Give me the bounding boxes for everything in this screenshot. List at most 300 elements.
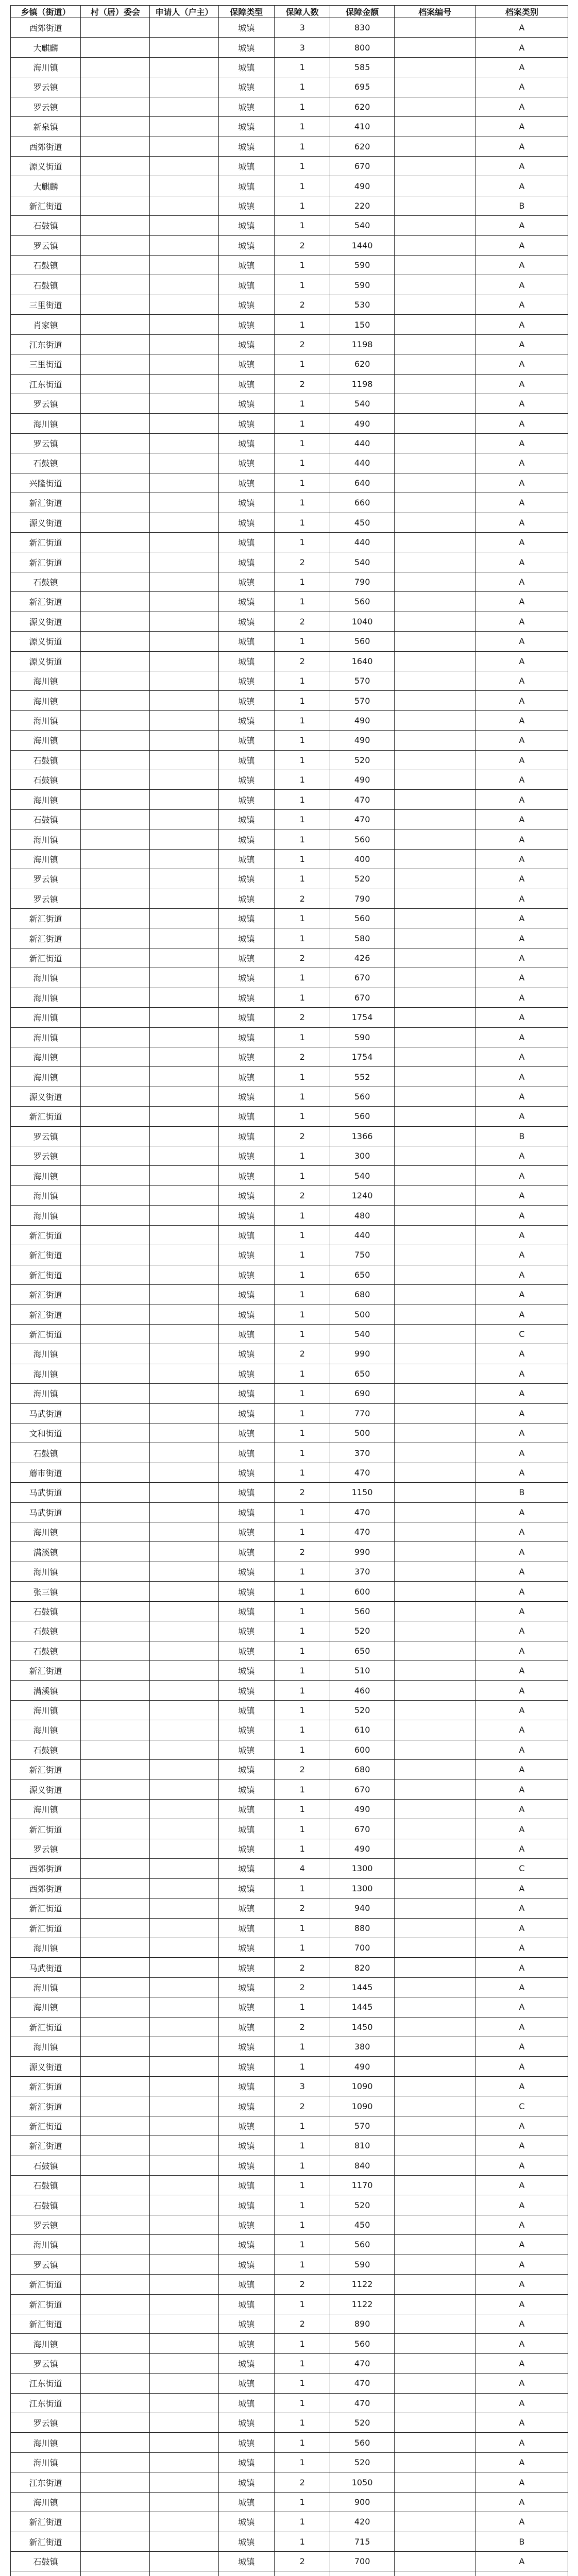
cell-col-village [81, 2393, 150, 2413]
cell-col-persons: 2 [274, 2275, 330, 2294]
cell-col-persons: 1 [274, 1225, 330, 1245]
cell-col-town: 海川镇 [11, 1799, 81, 1819]
cell-col-category: A [475, 1997, 568, 2017]
cell-col-file-no [394, 216, 475, 235]
cell-col-category: A [475, 1977, 568, 1997]
cell-col-category: A [475, 1285, 568, 1304]
table-row [11, 2096, 568, 2116]
cell-col-file-no [394, 1067, 475, 1087]
cell-col-type: 城镇 [218, 1502, 274, 1522]
cell-col-category: A [475, 1008, 568, 1027]
cell-col-category: A [475, 1601, 568, 1621]
cell-col-persons: 3 [274, 2076, 330, 2096]
cell-col-type: 城镇 [218, 2096, 274, 2116]
table-row [11, 1027, 568, 1047]
cell-col-amount: 600 [330, 1582, 395, 1601]
cell-col-category: A [475, 988, 568, 1007]
cell-col-amount: 1445 [330, 1997, 395, 2017]
cell-col-village [81, 1364, 150, 1383]
cell-col-file-no [394, 1760, 475, 1780]
table-row [11, 2452, 568, 2472]
cell-col-persons: 1 [274, 77, 330, 97]
cell-col-category: A [475, 433, 568, 453]
cell-col-village [81, 1166, 150, 1185]
cell-col-file-no [394, 2472, 475, 2492]
cell-col-town: 新汇街道 [11, 2017, 81, 2037]
cell-col-applicant [150, 1780, 218, 1799]
cell-col-category: A [475, 1700, 568, 1720]
table-row [11, 235, 568, 255]
cell-col-applicant [150, 731, 218, 750]
cell-col-village [81, 2235, 150, 2255]
cell-col-type: 城镇 [218, 2452, 274, 2472]
cell-col-amount: 440 [330, 1225, 395, 1245]
cell-col-amount: 1122 [330, 2275, 395, 2294]
table-row [11, 2037, 568, 2057]
cell-col-persons: 1 [274, 513, 330, 532]
cell-col-category: A [475, 632, 568, 651]
cell-col-file-no [394, 256, 475, 275]
cell-col-category: A [475, 1206, 568, 1225]
cell-col-village [81, 1641, 150, 1660]
cell-col-village [81, 968, 150, 988]
cell-col-category: A [475, 1423, 568, 1443]
cell-col-type: 城镇 [218, 1067, 274, 1087]
cell-col-file-no [394, 632, 475, 651]
cell-col-amount: 1366 [330, 1126, 395, 1146]
cell-col-town: 罗云镇 [11, 869, 81, 889]
cell-col-type: 城镇 [218, 1582, 274, 1601]
cell-col-village [81, 2136, 150, 2156]
cell-col-category [475, 2571, 568, 2576]
cell-col-file-no [394, 651, 475, 671]
cell-col-amount: 590 [330, 1027, 395, 1047]
cell-col-type: 城镇 [218, 1107, 274, 1126]
cell-col-applicant [150, 2413, 218, 2433]
cell-col-town: 海川镇 [11, 849, 81, 869]
table-row [11, 2136, 568, 2156]
cell-col-village [81, 829, 150, 849]
cell-col-amount: 560 [330, 829, 395, 849]
cell-col-amount: 520 [330, 2413, 395, 2433]
cell-col-type: 城镇 [218, 1423, 274, 1443]
cell-col-type: 城镇 [218, 2017, 274, 2037]
cell-col-village [81, 1146, 150, 1166]
cell-col-persons: 1 [274, 1522, 330, 1542]
cell-col-village [81, 2156, 150, 2175]
cell-col-category: A [475, 2215, 568, 2234]
cell-col-village [81, 176, 150, 196]
cell-col-category: A [475, 1661, 568, 1681]
cell-col-persons: 2 [274, 1344, 330, 1364]
cell-col-amount: 650 [330, 1265, 395, 1284]
cell-col-amount: 490 [330, 1799, 395, 1819]
cell-col-applicant [150, 2314, 218, 2333]
cell-col-type: 城镇 [218, 1958, 274, 1977]
cell-col-town: 新汇街道 [11, 2116, 81, 2136]
cell-col-persons: 1 [274, 2353, 330, 2373]
table-row [11, 1126, 568, 1146]
cell-col-category: A [475, 2235, 568, 2255]
cell-col-persons: 1 [274, 2175, 330, 2195]
cell-col-persons: 2 [274, 1899, 330, 1918]
cell-col-persons: 1 [274, 849, 330, 869]
cell-col-village [81, 295, 150, 314]
table-row [11, 2334, 568, 2353]
cell-col-amount: 570 [330, 2116, 395, 2136]
cell-col-file-no [394, 869, 475, 889]
cell-col-applicant [150, 532, 218, 552]
cell-col-applicant [150, 473, 218, 493]
cell-col-town: 新汇街道 [11, 1107, 81, 1126]
cell-col-village [81, 2195, 150, 2215]
table-row [11, 1681, 568, 1700]
cell-col-type: 城镇 [218, 968, 274, 988]
cell-col-village [81, 889, 150, 908]
cell-col-type: 城镇 [218, 433, 274, 453]
cell-col-village [81, 2552, 150, 2571]
cell-col-persons: 2 [274, 1760, 330, 1780]
table-row [11, 38, 568, 57]
cell-col-applicant [150, 988, 218, 1007]
cell-col-village [81, 671, 150, 690]
table-row [11, 2512, 568, 2532]
cell-col-file-no [394, 1977, 475, 1997]
cell-col-town: 海川镇 [11, 1185, 81, 1205]
cell-col-amount: 490 [330, 731, 395, 750]
cell-col-category: A [475, 1384, 568, 1403]
table-row [11, 552, 568, 572]
cell-col-persons: 1 [274, 2235, 330, 2255]
cell-col-file-no [394, 117, 475, 137]
cell-col-applicant [150, 2472, 218, 2492]
cell-col-applicant [150, 433, 218, 453]
table-row [11, 1918, 568, 1938]
cell-col-persons: 1 [274, 1700, 330, 1720]
cell-col-persons: 1 [274, 1601, 330, 1621]
cell-col-applicant [150, 1483, 218, 1502]
cell-col-village [81, 1403, 150, 1423]
cell-col-village [81, 1443, 150, 1463]
cell-col-town: 江东街道 [11, 2393, 81, 2413]
table-row [11, 2175, 568, 2195]
cell-col-type: 城镇 [218, 374, 274, 394]
cell-col-village [81, 433, 150, 453]
cell-col-amount: 1754 [330, 1008, 395, 1027]
cell-col-village [81, 374, 150, 394]
cell-col-applicant [150, 612, 218, 631]
cell-col-type: 城镇 [218, 1443, 274, 1463]
cell-col-persons: 1 [274, 1166, 330, 1185]
cell-col-amount: 520 [330, 1621, 395, 1641]
cell-col-category: A [475, 2393, 568, 2413]
cell-col-file-no [394, 1799, 475, 1819]
cell-col-applicant [150, 1008, 218, 1027]
table-row [11, 256, 568, 275]
cell-col-persons: 1 [274, 1285, 330, 1304]
cell-col-amount: 1440 [330, 235, 395, 255]
cell-col-type: 城镇 [218, 2215, 274, 2234]
cell-col-persons: 1 [274, 592, 330, 612]
cell-col-applicant [150, 790, 218, 809]
cell-col-file-no [394, 612, 475, 631]
cell-col-town: 新汇街道 [11, 1661, 81, 1681]
cell-col-type: 城镇 [218, 453, 274, 473]
benefit-roster-sheet [10, 5, 568, 2576]
cell-col-applicant [150, 1601, 218, 1621]
cell-col-applicant [150, 2334, 218, 2353]
cell-col-category: A [475, 1938, 568, 1957]
cell-col-file-no [394, 691, 475, 710]
table-row [11, 1483, 568, 1502]
cell-col-file-no [394, 1126, 475, 1146]
cell-col-town: 新汇街道 [11, 2314, 81, 2333]
cell-col-village [81, 2037, 150, 2057]
cell-col-persons: 1 [274, 433, 330, 453]
cell-col-file-no [394, 1443, 475, 1463]
cell-col-category: A [475, 889, 568, 908]
cell-col-village [81, 1285, 150, 1304]
cell-col-applicant [150, 1463, 218, 1482]
cell-col-persons: 1 [274, 2195, 330, 2215]
cell-col-category: A [475, 315, 568, 334]
cell-col-village [81, 572, 150, 591]
cell-col-village [81, 1799, 150, 1819]
cell-col-persons: 1 [274, 2215, 330, 2234]
table-row [11, 156, 568, 176]
cell-col-file-no [394, 2294, 475, 2314]
table-row [11, 710, 568, 730]
cell-col-persons: 1 [274, 691, 330, 710]
cell-col-file-no [394, 1107, 475, 1126]
cell-col-file-no [394, 1958, 475, 1977]
cell-col-amount: 620 [330, 354, 395, 374]
cell-col-town: 新汇街道 [11, 2532, 81, 2551]
cell-col-amount: 490 [330, 2057, 395, 2076]
cell-col-category: A [475, 2512, 568, 2532]
cell-col-type: 城镇 [218, 2552, 274, 2571]
cell-col-file-no [394, 829, 475, 849]
table-row [11, 334, 568, 354]
cell-col-applicant [150, 374, 218, 394]
table-row [11, 513, 568, 532]
cell-col-amount: 520 [330, 2195, 395, 2215]
cell-col-category: A [475, 1245, 568, 1265]
cell-col-amount: 810 [330, 2136, 395, 2156]
table-row [11, 1938, 568, 1957]
cell-col-category: A [475, 1463, 568, 1482]
cell-col-applicant [150, 651, 218, 671]
cell-col-file-no [394, 275, 475, 295]
cell-col-village [81, 38, 150, 57]
cell-col-applicant [150, 1661, 218, 1681]
cell-col-town: 马武街道 [11, 1403, 81, 1423]
table-row [11, 2433, 568, 2452]
cell-col-category: A [475, 1364, 568, 1383]
cell-col-type: 城镇 [218, 2532, 274, 2551]
cell-col-applicant [150, 117, 218, 137]
table-row [11, 2116, 568, 2136]
cell-col-type: 城镇 [218, 2235, 274, 2255]
table-row [11, 1324, 568, 1344]
cell-col-town: 罗云镇 [11, 2215, 81, 2234]
table-row [11, 1285, 568, 1304]
cell-col-persons: 2 [274, 2017, 330, 2037]
table-row [11, 77, 568, 97]
cell-col-amount: 490 [330, 414, 395, 433]
cell-col-category: A [475, 1681, 568, 1700]
cell-col-category: A [475, 57, 568, 77]
cell-col-type: 城镇 [218, 809, 274, 829]
table-row [11, 632, 568, 651]
cell-col-type: 城镇 [218, 691, 274, 710]
cell-col-category: A [475, 1780, 568, 1799]
cell-col-village [81, 1899, 150, 1918]
cell-col-type: 城镇 [218, 275, 274, 295]
table-row [11, 829, 568, 849]
cell-col-persons: 1 [274, 1780, 330, 1799]
cell-col-village [81, 710, 150, 730]
cell-col-town: 罗云镇 [11, 1126, 81, 1146]
cell-col-town: 海川镇 [11, 1067, 81, 1087]
table-row [11, 473, 568, 493]
cell-col-persons: 1 [274, 354, 330, 374]
table-row [11, 1423, 568, 1443]
cell-col-applicant [150, 1502, 218, 1522]
cell-col-persons: 1 [274, 216, 330, 235]
table-row [11, 315, 568, 334]
cell-col-category: A [475, 948, 568, 968]
cell-col-amount: 715 [330, 2532, 395, 2551]
cell-col-amount: 470 [330, 1463, 395, 1482]
cell-col-type: 城镇 [218, 731, 274, 750]
cell-col-village [81, 651, 150, 671]
cell-col-town: 罗云镇 [11, 77, 81, 97]
cell-col-file-no [394, 968, 475, 988]
cell-col-applicant [150, 1542, 218, 1562]
cell-col-category: A [475, 1443, 568, 1463]
cell-col-type: 城镇 [218, 1621, 274, 1641]
cell-col-amount: 480 [330, 1206, 395, 1225]
header-col-persons: 保障人数 [274, 6, 330, 18]
cell-col-category: A [475, 2195, 568, 2215]
cell-col-category: A [475, 552, 568, 572]
cell-col-type: 城镇 [218, 2076, 274, 2096]
cell-col-amount: 520 [330, 869, 395, 889]
cell-col-file-no [394, 2452, 475, 2472]
cell-col-amount: 520 [330, 2452, 395, 2472]
cell-col-category: A [475, 2314, 568, 2333]
cell-col-applicant [150, 1265, 218, 1284]
cell-col-type: 城镇 [218, 295, 274, 314]
cell-col-amount: 1198 [330, 374, 395, 394]
cell-col-town: 蘑市街道 [11, 1463, 81, 1482]
cell-col-amount: 670 [330, 1780, 395, 1799]
cell-col-village [81, 77, 150, 97]
cell-col-type: 城镇 [218, 2353, 274, 2373]
cell-col-village [81, 750, 150, 770]
table-row [11, 2374, 568, 2393]
cell-col-persons: 1 [274, 315, 330, 334]
table-row [11, 691, 568, 710]
cell-col-town: 石鼓镇 [11, 2175, 81, 2195]
cell-col-applicant [150, 2452, 218, 2472]
cell-col-village [81, 1601, 150, 1621]
cell-col-type: 城镇 [218, 1463, 274, 1482]
cell-col-town: 源义街道 [11, 1087, 81, 1106]
cell-col-category: B [475, 196, 568, 215]
cell-col-persons: 1 [274, 632, 330, 651]
cell-col-category: A [475, 2116, 568, 2136]
cell-col-amount: 890 [330, 2314, 395, 2333]
table-row [11, 493, 568, 513]
cell-col-amount: 470 [330, 2353, 395, 2373]
cell-col-applicant [150, 908, 218, 928]
cell-col-file-no [394, 38, 475, 57]
cell-col-amount: 490 [330, 1839, 395, 1858]
benefit-roster-table [10, 5, 568, 2576]
cell-col-town: 新汇街道 [11, 532, 81, 552]
cell-col-file-no [394, 334, 475, 354]
table-body [11, 18, 568, 2576]
cell-col-town: 海川镇 [11, 57, 81, 77]
cell-col-town: 新汇街道 [11, 1265, 81, 1284]
cell-col-type: 城镇 [218, 1225, 274, 1245]
cell-col-village [81, 1582, 150, 1601]
cell-col-persons: 1 [274, 1443, 330, 1463]
cell-col-persons: 1 [274, 2492, 330, 2512]
cell-col-persons: 1 [274, 1621, 330, 1641]
cell-col-type: 城镇 [218, 2255, 274, 2274]
cell-col-category: A [475, 1760, 568, 1780]
cell-col-amount: 560 [330, 1087, 395, 1106]
cell-col-file-no [394, 2235, 475, 2255]
cell-col-town: 海川镇 [11, 1720, 81, 1740]
cell-col-amount: 420 [330, 2512, 395, 2532]
cell-col-type: 城镇 [218, 1146, 274, 1166]
table-row [11, 532, 568, 552]
cell-col-file-no [394, 790, 475, 809]
cell-col-applicant [150, 1443, 218, 1463]
cell-col-village [81, 1780, 150, 1799]
cell-col-town: 江东街道 [11, 334, 81, 354]
cell-col-town: 海川镇 [11, 1938, 81, 1957]
cell-col-category: A [475, 2294, 568, 2314]
cell-col-applicant [150, 2076, 218, 2096]
cell-col-applicant [150, 770, 218, 790]
cell-col-persons: 1 [274, 710, 330, 730]
cell-col-town: 海川镇 [11, 414, 81, 433]
cell-col-category: A [475, 1839, 568, 1858]
cell-col-town: 海川镇 [11, 1997, 81, 2017]
cell-col-village [81, 216, 150, 235]
cell-col-category: A [475, 473, 568, 493]
cell-col-type: 城镇 [218, 988, 274, 1007]
cell-col-applicant [150, 869, 218, 889]
cell-col-applicant [150, 1899, 218, 1918]
cell-col-type: 城镇 [218, 1403, 274, 1423]
table-row [11, 1245, 568, 1265]
cell-col-type: 城镇 [218, 1285, 274, 1304]
cell-col-file-no [394, 2532, 475, 2551]
cell-col-file-no [394, 2017, 475, 2037]
cell-col-village [81, 493, 150, 513]
cell-col-persons: 2 [274, 1483, 330, 1502]
cell-col-persons: 2 [274, 948, 330, 968]
cell-col-file-no [394, 1621, 475, 1641]
cell-col-amount: 560 [330, 2235, 395, 2255]
cell-col-file-no [394, 1780, 475, 1799]
